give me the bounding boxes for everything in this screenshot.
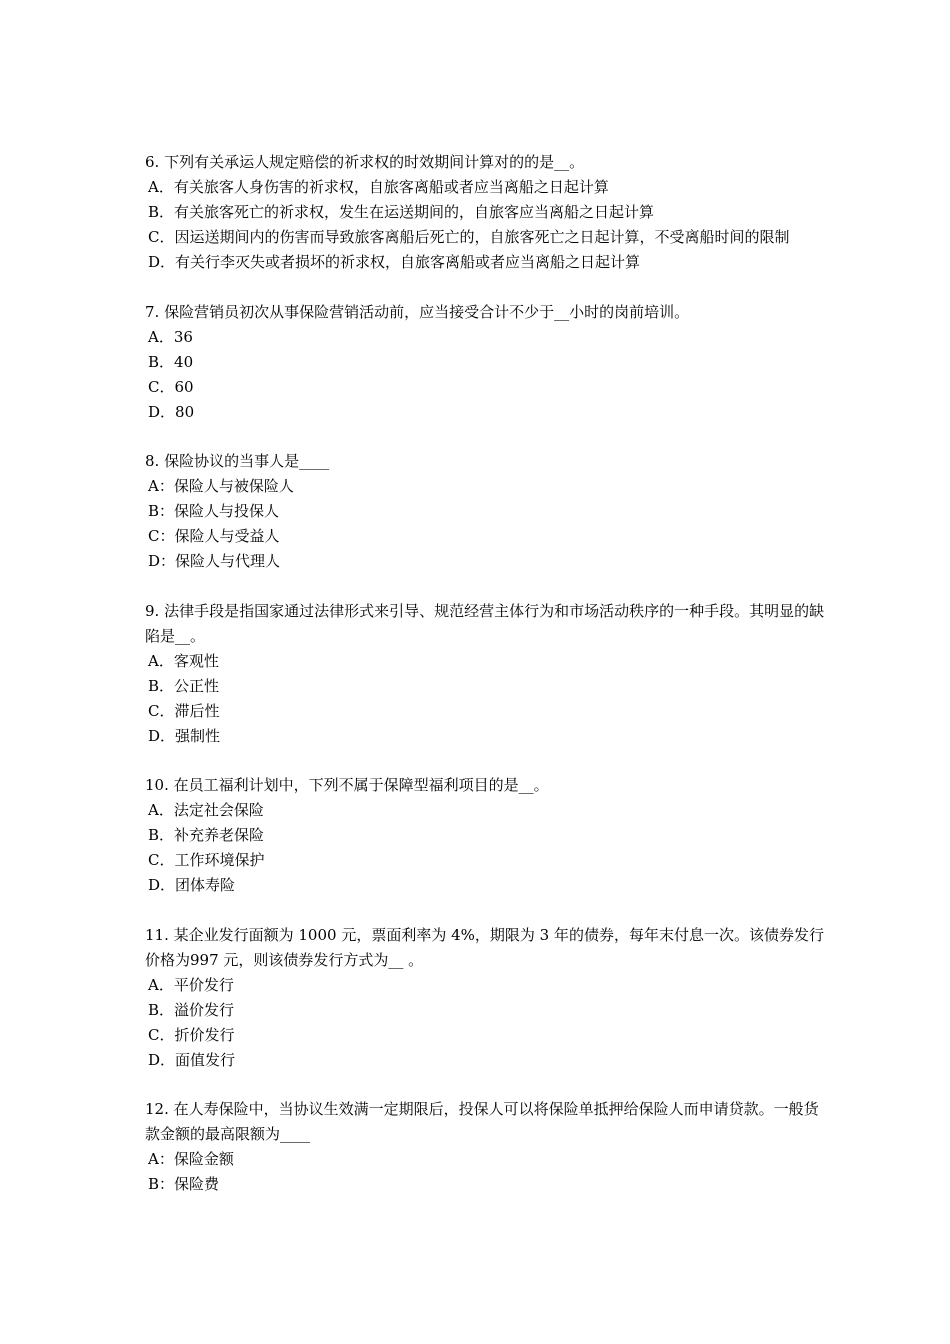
question-11	[145, 923, 825, 1073]
question-stem: 6. 下列有关承运人规定赔偿的祈求权的时效期间计算对的的是__。	[145, 153, 585, 171]
option-a: A．平价发行	[148, 975, 234, 994]
option-b: B．补充养老保险	[148, 826, 265, 844]
question-7	[145, 300, 825, 425]
option-a: A．有关旅客人身伤害的祈求权，自旅客离船或者应当离船之日起计算	[148, 178, 609, 196]
question-stem: 9. 法律手段是指国家通过法律形式来引导、规范经营主体行为和市场活动秩序的一种手段。其明显的缺陷是__。	[145, 601, 825, 645]
option-a: A：保险人与被保险人	[148, 477, 294, 495]
option-d: D：保险人与代理人	[148, 552, 281, 570]
question-stem: 10. 在员工福利计划中，下列不属于保障型福利项目的是__。	[145, 776, 549, 794]
question-9	[145, 599, 825, 749]
option-a: A：保险金额	[148, 1150, 234, 1168]
option-c: C．因运送期间内的伤害而导致旅客离船后死亡的，自旅客死亡之日起计算，不受离船时间的限制	[148, 228, 790, 246]
option-d: D．强制性	[148, 726, 221, 745]
option-a: A．36	[148, 327, 193, 346]
option-a: A．法定社会保险	[148, 801, 264, 819]
option-d: D．有关行李灭失或者损坏的祈求权，自旅客离船或者应当离船之日起计算	[148, 253, 641, 271]
question-stem: 7. 保险营销员初次从事保险营销活动前，应当接受合计不少于__小时的岗前培训。	[145, 302, 690, 321]
option-c: C．滞后性	[148, 701, 220, 720]
option-b: B：保险费	[148, 1175, 220, 1193]
question-6	[145, 150, 825, 275]
question-stem: 12. 在人寿保险中，当协议生效满一定期限后，投保人可以将保险单抵押给保险人而申请贷款。一般货款金额的最高限额为____	[145, 1100, 819, 1143]
option-b: B．溢价发行	[148, 1000, 235, 1019]
document-page	[145, 150, 825, 1222]
question-stem: 11. 某企业发行面额为 1000 元，票面利率为 4%，期限为 3 年的债券，每年末付息一次。该债券发行价格为997 元，则该债券发行方式为__ 。	[145, 925, 824, 969]
question-12	[145, 1097, 825, 1197]
option-b: B．有关旅客死亡的祈求权，发生在运送期间的，自旅客应当离船之日起计算	[148, 203, 655, 221]
question-10	[145, 773, 825, 898]
option-b: B．40	[148, 352, 194, 371]
question-stem: 8. 保险协议的当事人是____	[145, 452, 330, 470]
option-c: C．折价发行	[148, 1025, 235, 1044]
option-d: D．团体寿险	[148, 876, 236, 894]
option-b: B：保险人与投保人	[148, 502, 280, 520]
option-a: A．客观性	[148, 651, 219, 670]
option-d: D．80	[148, 402, 195, 421]
option-d: D．面值发行	[148, 1050, 236, 1069]
option-c: C．60	[148, 377, 194, 396]
option-c: C．工作环境保护	[148, 851, 265, 869]
option-b: B．公正性	[148, 676, 220, 695]
option-c: C：保险人与受益人	[148, 527, 280, 545]
question-8	[145, 449, 825, 574]
